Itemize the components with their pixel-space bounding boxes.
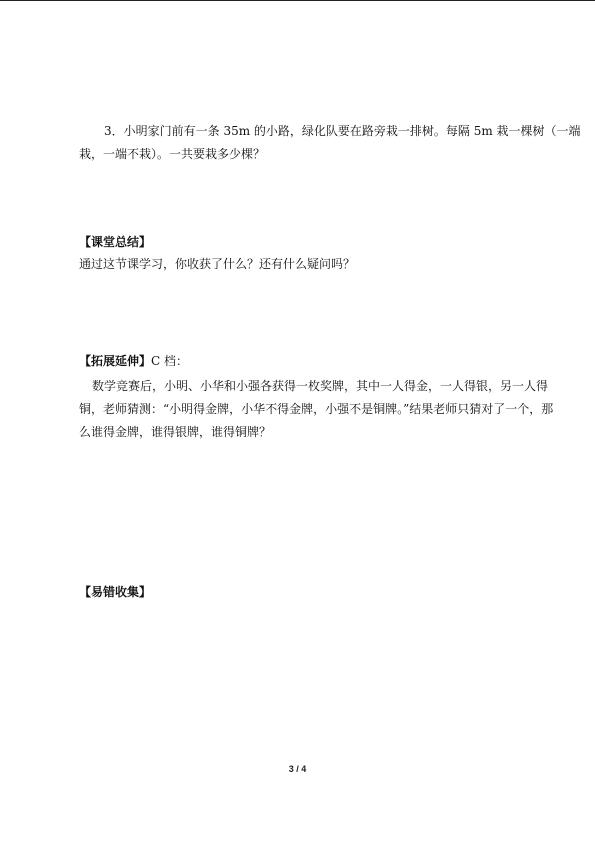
- extension-heading-label: 【拓展延伸】: [79, 354, 152, 368]
- extension-heading: [79, 353, 188, 369]
- mistakes-heading-label: 【易错收集】: [79, 585, 152, 599]
- extension-problem: [79, 375, 554, 444]
- summary-heading-label: 【课堂总结】: [79, 235, 152, 249]
- question-3: [79, 120, 581, 166]
- summary-text: [79, 253, 519, 276]
- summary-text-line: 通过这节课学习，你收获了什么？还有什么疑问吗？: [79, 257, 356, 271]
- mistakes-heading: [79, 584, 151, 600]
- extension-line-1: 数学竞赛后，小明、小华和小强各获得一枚奖牌，其中一人得金，一人得银，另一人得: [92, 379, 549, 393]
- extension-line-2: 铜，老师猜测：“小明得金牌，小华不得金牌，小强不是铜牌。”结果老师只猜对了一个，那: [79, 402, 554, 416]
- extension-line-3: 么谁得金牌，谁得银牌，谁得铜牌？: [79, 425, 272, 439]
- top-border-line: [0, 0, 595, 1]
- page-number: 3 / 4: [288, 764, 307, 774]
- question-3-line-1: 3．小明家门前有一条 35m 的小路，绿化队要在路旁栽一排树。每隔 5m 栽一棵树（一端: [104, 124, 581, 138]
- extension-level-label: C 档：: [151, 354, 189, 368]
- question-3-line-2: 栽，一端不栽）。一共要栽多少棵？: [79, 147, 266, 161]
- summary-heading: [79, 234, 151, 250]
